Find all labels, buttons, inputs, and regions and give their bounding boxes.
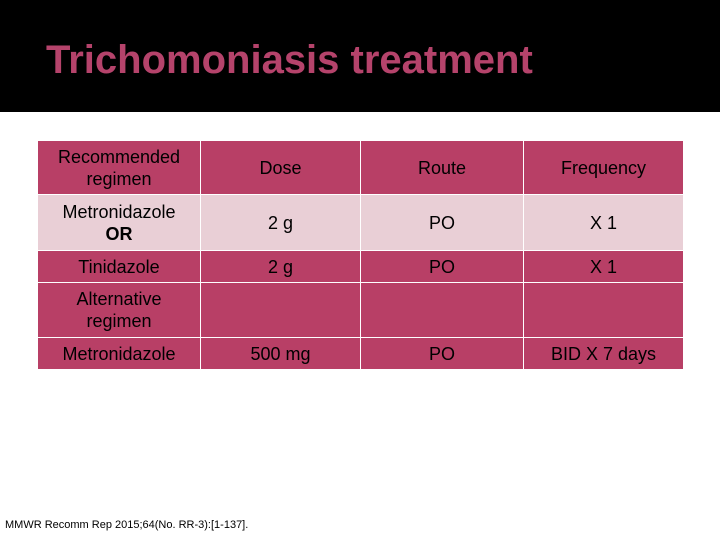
table-row [38, 338, 684, 370]
header-cell-regimen: Recommended regimen [38, 141, 201, 195]
route-cell: PO [361, 195, 524, 251]
dose-cell: 500 mg [201, 338, 361, 370]
frequency-cell: X 1 [524, 251, 684, 283]
slide-title: Trichomoniasis treatment [46, 38, 533, 82]
regimen-name: Metronidazole [62, 201, 176, 222]
frequency-cell: BID X 7 days [524, 338, 684, 370]
citation: MMWR Recomm Rep 2015;64(No. RR-3):[1-137]. [5, 519, 249, 531]
table-row [38, 195, 684, 251]
route-cell: PO [361, 251, 524, 283]
route-cell: PO [361, 338, 524, 370]
regimen-or-label: OR [105, 223, 133, 244]
regimen-cell: Metronidazole [38, 338, 201, 370]
frequency-cell: X 1 [524, 195, 684, 251]
header-cell-frequency: Frequency [524, 141, 684, 195]
treatment-table [37, 140, 684, 370]
dose-cell: 2 g [201, 195, 361, 251]
regimen-cell: Tinidazole [38, 251, 201, 283]
table-row [38, 251, 684, 283]
regimen-cell [38, 195, 201, 251]
header-cell-route: Route [361, 141, 524, 195]
table-header-row [38, 141, 684, 195]
dose-cell: 2 g [201, 251, 361, 283]
alternative-regimen-label: Alternative regimen [38, 283, 201, 338]
alternative-header-row [38, 283, 684, 338]
header-cell-dose: Dose [201, 141, 361, 195]
title-bar [0, 0, 720, 112]
